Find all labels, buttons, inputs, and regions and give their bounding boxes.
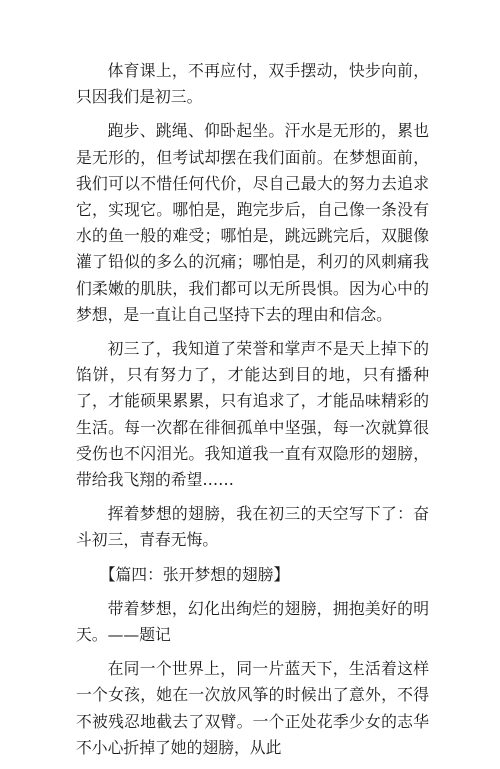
paragraph-pe-class: 体育课上，不再应付，双手摆动，快步向前，只因我们是初三。 <box>76 61 429 107</box>
paragraph-dream-wings: 挥着梦想的翅膀，我在初三的天空写下了：奋斗初三，青春无悔。 <box>76 504 429 550</box>
document-body <box>76 58 429 769</box>
paragraph-girl-story: 在同一个世界上，同一片蓝天下，生活着这样一个女孩，她在一次放风筝的时候出了意外，不得不被残忍地截去了双臂。一个正处花季少女的志华不小心折掉了她的翅膀，从此 <box>76 659 429 757</box>
paragraph-grade-nine-effort: 初三了，我知道了荣誉和掌声不是天上掉下的馅饼，只有努力了，才能达到目的地，只有播种了，才能硕果累累，只有追求了，才能品味精彩的生活。每一次都在徘徊孤单中坚强，每一次就算很受伤也不闪泪光。我知道我一直有双隐形的翅膀，带给我飞翔的希望…… <box>76 339 429 490</box>
section-heading: 【篇四：张开梦想的翅膀】 <box>99 564 290 584</box>
paragraph-running-training: 跑步、跳绳、仰卧起坐。汗水是无形的，累也是无形的，但考试却摆在我们面前。在梦想面前，我们可以不惜任何代价，尽自己最大的努力去追求它，实现它。哪怕是，跑完步后，自己像一条没有水的鱼一般的难受；哪怕是，跳远跳完后，双腿像灌了铅似的多么的沉痛；哪怕是，利刃的风刺痛我们柔嫩的肌肤，我们都可以无所畏惧。因为心中的梦想，是一直让自己坚持下去的理由和信念。 <box>76 121 429 324</box>
paragraph-epigraph: 带着梦想，幻化出绚烂的翅膀，拥抱美好的明天。——题记 <box>76 598 429 645</box>
